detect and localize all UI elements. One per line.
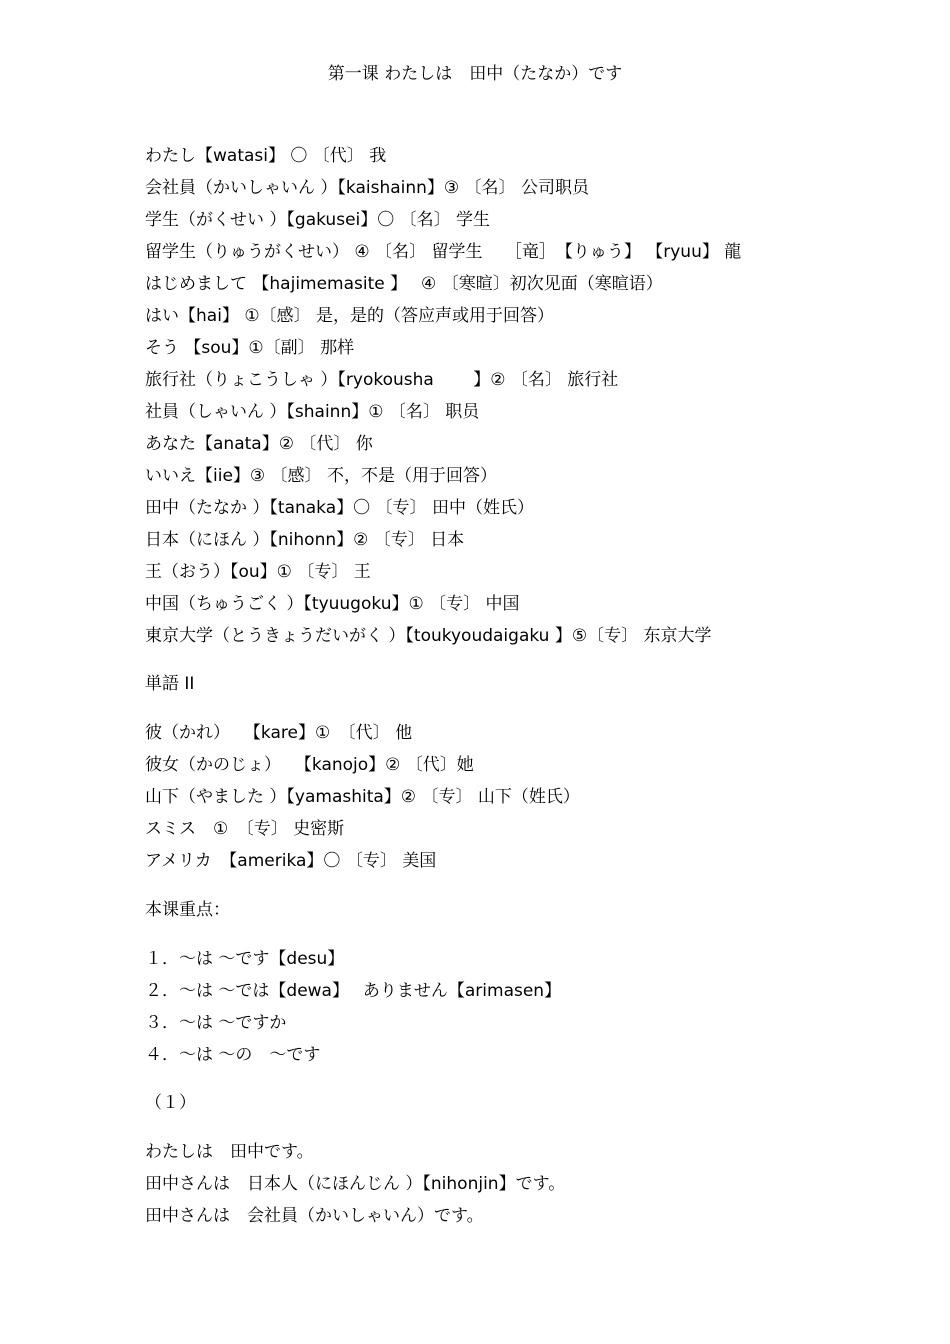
- vocab-line: そう 【sou】①〔副〕 那样: [145, 338, 355, 358]
- vocab-line: 王（おう）【ou】① 〔专〕 王: [145, 562, 371, 582]
- section-heading: 単語 II: [145, 674, 195, 694]
- vocab-line: 彼（かれ） 【kare】① 〔代〕 他: [145, 723, 413, 743]
- section-heading: 本课重点：: [145, 900, 230, 920]
- example-sentence: 田中さんは 日本人（にほんじん ）【nihonjin】です。: [145, 1174, 566, 1194]
- vocab-line: はい【hai】 ①〔感〕 是，是的（答应声或用于回答）: [145, 306, 554, 326]
- vocab-line: あなた【anata】② 〔代〕 你: [145, 434, 373, 454]
- lesson-title: 第一课 わたしは 田中（たなか）です: [327, 64, 623, 84]
- vocab-line: 彼女（かのじょ） 【kanojo】② 〔代〕她: [145, 755, 474, 775]
- vocab-line: 山下（やました ）【yamashita】② 〔专〕 山下（姓氏）: [145, 787, 580, 807]
- vocab-line: はじめまして 【hajimemasite 】 ④ 〔寒暄〕初次见面（寒暄语）: [145, 274, 663, 294]
- key-point: １．～は ～です【desu】: [145, 949, 345, 969]
- vocab-line: アメリカ 【amerika】〇 〔专〕 美国: [145, 851, 437, 871]
- key-point: ２．～は ～では【dewa】 ありません【arimasen】: [145, 981, 562, 1001]
- key-point: ３．～は ～ですか: [145, 1013, 287, 1033]
- key-point: ４．～は ～の ～です: [145, 1045, 321, 1065]
- vocab-line: スミス ① 〔专〕 史密斯: [145, 819, 345, 839]
- example-sentence: わたしは 田中です。: [145, 1142, 314, 1162]
- vocab-line: 学生（がくせい ）【gakusei】〇 〔名〕 学生: [145, 210, 491, 230]
- vocab-line: 田中（たなか ）【tanaka】〇 〔专〕 田中（姓氏）: [145, 498, 534, 518]
- vocab-line: 東京大学（とうきょうだいがく ）【toukyoudaigaku 】⑤〔专〕 东京大学: [145, 626, 712, 646]
- vocab-line: いいえ【iie】③ 〔感〕 不，不是（用于回答）: [145, 466, 497, 486]
- vocab-line: 留学生（りゅうがくせい） ④ 〔名〕 留学生 ［竜］ 【りゅう】 【ryuu】 龍: [145, 242, 742, 262]
- example-sentence: 田中さんは 会社員（かいしゃいん）です。: [145, 1206, 484, 1226]
- vocab-line: 社員（しゃいん ）【shainn】① 〔名〕 职员: [145, 402, 480, 422]
- vocab-line: 中国（ちゅうごく ）【tyuugoku】① 〔专〕 中国: [145, 594, 520, 614]
- vocab-line: 会社員（かいしゃいん ）【kaishainn】③ 〔名〕 公司职员: [145, 178, 589, 198]
- vocab-line: 旅行社（りょこうしゃ ）【ryokousha 】② 〔名〕 旅行社: [145, 370, 619, 390]
- example-heading: （１）: [145, 1093, 196, 1113]
- vocab-line: 日本（にほん ）【nihonn】② 〔专〕 日本: [145, 530, 465, 550]
- vocab-line: わたし【watasi】 〇 〔代〕 我: [145, 146, 387, 166]
